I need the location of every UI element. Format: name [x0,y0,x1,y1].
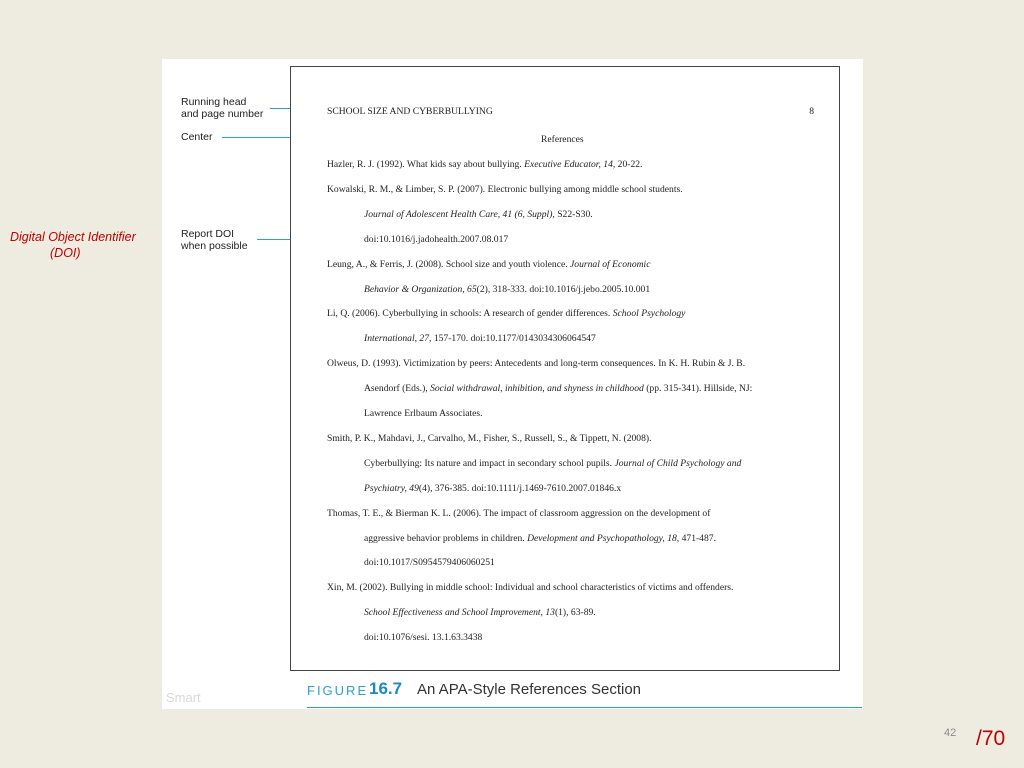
reference-text: doi:10.1017/S0954579406060251 [364,557,495,569]
reference-continuation-line [364,333,596,344]
reference-text: (1), 63-89. [554,607,596,619]
reference-continuation-line [364,533,716,544]
reference-entry-line [327,358,745,369]
reference-text: Li, Q. (2006). Cyberbullying in schools: A research of gender differences. [327,308,613,320]
reference-text: (4), 376-385. doi:10.1111/j.1469-7610.2007.01846.x [418,482,622,494]
italic-text: Executive Educator, 14, [524,159,616,170]
annotation-report-doi: Report DOI when possible [181,228,248,252]
reference-text: Olweus, D. (1993). Victimization by peers: Antecedents and long-term consequences. In K. H. Rubin & J. B. [327,358,746,370]
reference-continuation-line [364,408,483,419]
running-head: SCHOOL SIZE AND CYBERBULLYING [327,106,493,117]
reference-text: (2), 318-333. doi:10.1016/j.jebo.2005.10.001 [476,283,651,295]
doi-side-note [10,229,160,261]
doi-note-line2: (DOI) [50,246,81,260]
annotation-running-head: Running head and page number [181,96,264,120]
reference-text: Asendorf (Eds.), [364,383,431,395]
reference-entry-line [327,508,710,519]
italic-text: Journal of Child Psychology and [614,457,742,469]
reference-text: Leung, A., & Ferris, J. (2008). School size and youth violence. [327,258,571,270]
figure-caption [307,679,862,708]
italic-text: Behavior & Organization, 65 [364,283,477,295]
slide-number: 42 [944,727,957,739]
page-number: 8 [809,106,814,117]
reference-text: 471-487. [679,532,716,544]
apa-figure [162,59,863,709]
reference-text: 20-22. [615,159,643,170]
reference-text: S22-S30. [554,208,593,220]
reference-continuation-line [364,607,596,618]
italic-text: School Psychology [612,308,686,320]
reference-continuation-line [364,284,650,295]
reference-text: Hazler, R. J. (1992). What kids say about bullying. [327,159,525,170]
slide-total: /70 [976,727,1006,750]
reference-entry-line [327,433,652,444]
reference-continuation-line [364,483,621,494]
doi-note-line1: Digital Object Identifier [10,230,136,244]
italic-text: Journal of Economic [570,258,651,270]
reference-entry-line [327,259,650,270]
reference-continuation-line [364,234,508,245]
figure-title: An APA-Style References Section [417,681,642,698]
reference-entry-line [327,184,683,195]
reference-text: Lawrence Erlbaum Associates. [364,408,483,419]
figure-word: FIGURE [307,683,369,698]
italic-text: Psychiatry, 49 [364,482,419,494]
reference-text: 157-170. doi:10.1177/0143034306064547 [431,333,596,345]
manuscript-page [290,66,840,671]
reference-text: Smith, P. K., Mahdavi, J., Carvalho, M., Fisher, S., Russell, S., & Tippett, N. (2008). [327,432,652,444]
watermark-smart: Smart [166,690,201,705]
reference-text: Kowalski, R. M., & Limber, S. P. (2007). Electronic bullying among middle school students. [327,183,683,195]
figure-number: 16.7 [369,679,403,698]
italic-text: Journal of Adolescent Health Care, 41 (6, Suppl), [364,208,555,220]
references-heading: References [541,134,584,145]
italic-text: Social withdrawal, inhibition, and shyness in childhood [430,383,644,395]
reference-continuation-line [364,632,482,643]
reference-entry-line [327,159,642,170]
reference-continuation-line [364,557,495,568]
reference-text: Thomas, T. E., & Bierman K. L. (2006). The impact of classroom aggression on the development of [327,507,711,519]
reference-text: aggressive behavior problems in children. [364,532,528,544]
reference-continuation-line [364,383,752,394]
italic-text: International, 27, [364,333,432,345]
italic-text: Development and Psychopathology, 18, [527,532,680,544]
reference-text: Xin, M. (2002). Bullying in middle school: Individual and school characteristics of victims and offenders. [327,582,734,594]
italic-text: School Effectiveness and School Improvement, 13 [364,607,555,619]
reference-text: Cyberbullying: Its nature and impact in secondary school pupils. [364,457,615,469]
annotation-center: Center [181,131,213,143]
reference-text: doi:10.1016/j.jadohealth.2007.08.017 [364,233,509,245]
reference-continuation-line [364,209,593,220]
reference-text: (pp. 315-341). Hillside, NJ: [643,383,753,395]
reference-text: doi:10.1076/sesi. 13.1.63.3438 [364,632,483,644]
reference-entry-line [327,582,733,593]
reference-entry-line [327,308,685,319]
reference-continuation-line [364,458,741,469]
